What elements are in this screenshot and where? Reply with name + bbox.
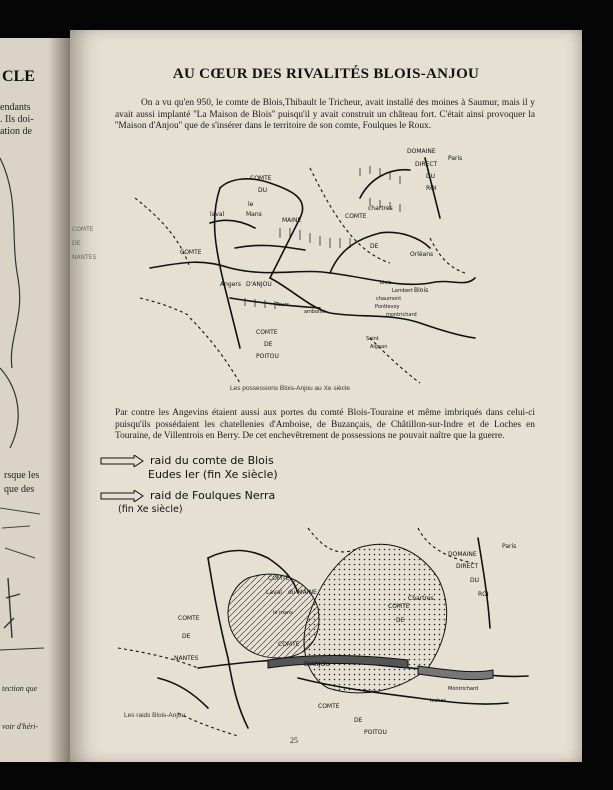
- left-heading: CLE: [2, 68, 35, 85]
- map1-label: Orléans: [410, 251, 434, 258]
- arrow-icon: [100, 490, 144, 502]
- map2-label: DIRECT: [456, 563, 479, 570]
- map1-label: chartres: [368, 205, 393, 212]
- map1-label: Blois: [414, 287, 429, 294]
- page-number: 25: [290, 736, 298, 745]
- map1-label: laval: [210, 211, 225, 218]
- left-fragment: que des: [4, 484, 35, 495]
- map2-label: DU: [470, 577, 480, 584]
- map2-label: le mans: [273, 610, 293, 616]
- map1-label: blois: [380, 280, 392, 286]
- map1-label: montrichard: [386, 312, 417, 318]
- map2-label: Chartres: [408, 595, 434, 602]
- map1-label: Angers: [220, 281, 241, 288]
- map1-label: Mans: [246, 211, 262, 218]
- map2-label: POITOU: [364, 729, 387, 736]
- map2-label: NANTES: [174, 655, 199, 662]
- arrow-icon: [100, 455, 144, 467]
- map1-label: COMTE: [250, 175, 272, 182]
- map1-label: COMTE: [180, 249, 202, 256]
- left-italic-fragment: voir d'héri-: [2, 722, 39, 731]
- map2-label: COMTE: [278, 641, 300, 648]
- map1-label: COMTE: [256, 329, 278, 336]
- legend-line: Eudes Ier (fin Xe siècle): [148, 468, 278, 481]
- map1-label: chaumont: [376, 296, 402, 302]
- map1-label: Pontlevoy: [375, 304, 400, 310]
- legend-line: (fin Xe siècle): [118, 504, 183, 515]
- map2-label: D'ANJOU: [304, 661, 330, 668]
- paragraph-body: Par contre les Angevins étaient aussi aux portes du comté Blois-Touraine et même imbriqués dans celui-ci puisqu'ils possédaient les chatellenies d'Amboise, de Buzançais, de Châtillon-sur-Indre et de Loches en Touraine, de Villentrois en Berry. De cet enchevêtrement de possessions ne pouvait naître que la guerre.: [115, 408, 535, 442]
- page-title: AU CŒUR DES RIVALITÉS BLOIS-ANJOU: [172, 66, 480, 82]
- map1-label: Paris: [448, 155, 463, 162]
- map1-label: DU: [258, 187, 268, 194]
- left-fragment: . Ils doi-: [0, 114, 34, 125]
- map1-label: Tours: [276, 302, 290, 308]
- map2-label: COMTE: [388, 603, 410, 610]
- left-fragment: endants: [0, 102, 31, 113]
- map2-label: Montrichard: [448, 686, 479, 692]
- map1-label: ROI: [426, 185, 437, 192]
- map-possessions: [130, 138, 480, 388]
- map1-label: DIRECT: [415, 161, 438, 168]
- map1-label: amboise: [304, 309, 326, 315]
- map1-label: MAINE: [282, 217, 302, 224]
- map1-label: Aignan: [370, 344, 388, 350]
- caption-map2: Les raids Blois-Anjou: [124, 712, 186, 719]
- left-page: [0, 38, 70, 762]
- map-raids: [118, 518, 538, 738]
- map2-label: DOMAINE: [448, 551, 477, 558]
- map2-label: Paris: [502, 543, 517, 550]
- map2-label: DE: [396, 617, 405, 624]
- left-italic-fragment: tection que: [2, 684, 38, 693]
- map2-label: COMTE: [268, 575, 290, 582]
- legend-line: raid de Foulques Nerra: [150, 489, 276, 502]
- map1-label: le: [248, 201, 254, 208]
- map2-label: DE: [354, 717, 363, 724]
- map2-label: COMTE: [178, 615, 200, 622]
- margin-mark: DE: [72, 240, 81, 247]
- map2-label: loches: [430, 698, 447, 704]
- map1-label: POITOU: [256, 353, 279, 360]
- map2-label: Laval: [266, 589, 282, 596]
- map1-label: DU: [426, 173, 436, 180]
- paragraph-intro: On a vu qu'en 950, le comte de Blois,Thibault le Tricheur, avait installé des moines à Saumur, mais il y avait aussi implanté ''La Maison de Blois'' puisqu'il y avait construit un château fort. C'était ainsi provoquer la ''Maison d'Anjou'' que de s'insérer dans le territoire de son comte, Foulques le Roux.: [115, 98, 535, 132]
- map2-label: ROI: [478, 591, 489, 598]
- legend-line: raid du comte de Blois: [150, 454, 274, 467]
- map2-label: DE: [182, 633, 191, 640]
- margin-mark: COMTE: [72, 226, 94, 233]
- map2-label: Tours: [363, 689, 377, 695]
- left-fragment: rsque les: [4, 470, 40, 481]
- map1-label: COMTE: [345, 213, 367, 220]
- map1-label: Lambert: [392, 288, 413, 294]
- caption-map1: Les possessions Blois-Anjou au Xe siècle: [230, 385, 350, 392]
- map2-label: COMTE: [318, 703, 340, 710]
- map2-label: du MAINE: [288, 589, 317, 596]
- map1-label: D'ANJOU: [246, 281, 272, 288]
- margin-mark: NANTES: [72, 254, 97, 261]
- map1-label: DE: [264, 341, 273, 348]
- right-page: [70, 30, 582, 762]
- map1-label: DOMAINE: [407, 148, 436, 155]
- map1-label: DE: [370, 243, 379, 250]
- left-fragment: ation de: [0, 126, 32, 137]
- map1-label: Saint: [366, 336, 379, 342]
